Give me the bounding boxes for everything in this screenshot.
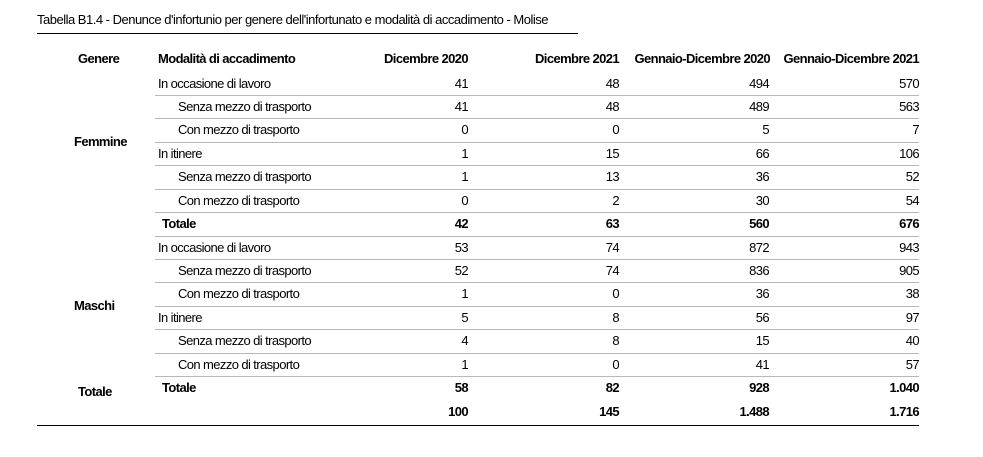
row-label: Senza mezzo di trasporto	[178, 333, 312, 348]
table-row	[0, 236, 983, 259]
row-value-col2: 0	[612, 286, 619, 301]
row-label: Con mezzo di trasporto	[178, 193, 300, 208]
header-dicembre-2020: Dicembre 2020	[384, 51, 468, 66]
table-row	[0, 329, 983, 352]
row-value-col1: 41	[454, 99, 468, 114]
row-label: In occasione di lavoro	[158, 240, 271, 255]
grand-total-value-col3: 1.488	[739, 404, 769, 419]
row-value-col3: 836	[749, 263, 769, 278]
row-value-col4: 1.040	[889, 380, 919, 395]
row-value-col2: 15	[605, 146, 619, 161]
header-modalita: Modalità di accadimento	[158, 51, 296, 66]
row-value-col4: 97	[905, 310, 919, 325]
total-row	[0, 376, 983, 399]
row-value-col4: 54	[905, 193, 919, 208]
row-value-col1: 53	[454, 240, 468, 255]
group-label-maschi: Maschi	[74, 298, 115, 313]
header-gen-dic-2021: Gennaio-Dicembre 2021	[783, 51, 919, 66]
row-value-col2: 74	[605, 263, 619, 278]
row-value-col3: 489	[749, 99, 769, 114]
row-value-col1: 52	[454, 263, 468, 278]
row-value-col2: 2	[612, 193, 619, 208]
grand-total-value-col4: 1.716	[889, 404, 919, 419]
total-row	[0, 212, 983, 235]
row-value-col2: 48	[605, 76, 619, 91]
row-value-col4: 943	[899, 240, 919, 255]
row-separator	[155, 236, 919, 237]
table-row	[0, 259, 983, 282]
row-separator	[155, 329, 919, 330]
row-separator	[155, 212, 919, 213]
row-value-col2: 0	[612, 122, 619, 137]
row-value-col2: 0	[612, 357, 619, 372]
row-value-col3: 928	[749, 380, 769, 395]
row-label: Totale	[162, 380, 196, 395]
table-row	[0, 306, 983, 329]
row-value-col3: 41	[755, 357, 769, 372]
row-value-col4: 40	[905, 333, 919, 348]
row-label: In occasione di lavoro	[158, 76, 271, 91]
table-row	[0, 118, 983, 141]
row-value-col3: 560	[749, 216, 769, 231]
row-value-col3: 872	[749, 240, 769, 255]
row-value-col2: 8	[612, 333, 619, 348]
table-row	[0, 142, 983, 165]
row-separator	[155, 95, 919, 96]
header-genere: Genere	[78, 51, 120, 66]
row-value-col3: 36	[755, 169, 769, 184]
row-value-col4: 676	[899, 216, 919, 231]
row-label: Senza mezzo di trasporto	[178, 99, 312, 114]
row-value-col2: 63	[605, 216, 619, 231]
row-value-col3: 5	[762, 122, 769, 137]
header-dicembre-2021: Dicembre 2021	[535, 51, 619, 66]
row-value-col2: 13	[605, 169, 619, 184]
row-label: Con mezzo di trasporto	[178, 357, 300, 372]
row-value-col4: 57	[905, 357, 919, 372]
row-value-col1: 1	[461, 169, 468, 184]
row-value-col4: 563	[899, 99, 919, 114]
grand-total-value-col2: 145	[599, 404, 619, 419]
row-value-col2: 82	[605, 380, 619, 395]
row-value-col1: 1	[461, 357, 468, 372]
row-label: In itinere	[158, 310, 202, 325]
row-label: In itinere	[158, 146, 202, 161]
row-value-col1: 4	[461, 333, 468, 348]
row-value-col1: 41	[454, 76, 468, 91]
row-value-col1: 0	[461, 122, 468, 137]
row-value-col3: 15	[755, 333, 769, 348]
row-separator	[155, 376, 919, 377]
row-separator	[155, 118, 919, 119]
table-row	[0, 72, 983, 95]
row-separator	[155, 259, 919, 260]
row-value-col4: 905	[899, 263, 919, 278]
row-label: Senza mezzo di trasporto	[178, 263, 312, 278]
table-row	[0, 189, 983, 212]
row-value-col1: 1	[461, 146, 468, 161]
row-value-col4: 106	[899, 146, 919, 161]
row-label: Totale	[162, 216, 196, 231]
row-value-col1: 1	[461, 286, 468, 301]
row-value-col3: 494	[749, 76, 769, 91]
row-value-col1: 0	[461, 193, 468, 208]
row-separator	[155, 165, 919, 166]
grand-total-value-col1: 100	[448, 404, 468, 419]
row-label: Con mezzo di trasporto	[178, 286, 300, 301]
table-title: Tabella B1.4 - Denunce d'infortunio per genere dell'infortunato e modalità di accadimento - Molise	[37, 12, 548, 27]
grand-total-label: Totale	[78, 384, 112, 399]
row-value-col4: 38	[905, 286, 919, 301]
row-value-col3: 56	[755, 310, 769, 325]
group-label-femmine: Femmine	[74, 134, 127, 149]
table-row	[0, 165, 983, 188]
row-value-col4: 52	[905, 169, 919, 184]
row-separator	[155, 142, 919, 143]
row-value-col4: 570	[899, 76, 919, 91]
row-value-col3: 36	[755, 286, 769, 301]
row-value-col2: 74	[605, 240, 619, 255]
row-value-col1: 5	[461, 310, 468, 325]
row-value-col1: 58	[454, 380, 468, 395]
table-row	[0, 282, 983, 305]
title-underline	[37, 33, 578, 34]
row-value-col4: 7	[912, 122, 919, 137]
header-gen-dic-2020: Gennaio-Dicembre 2020	[634, 51, 770, 66]
row-separator	[155, 189, 919, 190]
row-value-col2: 8	[612, 310, 619, 325]
table-row	[0, 353, 983, 376]
row-separator	[155, 353, 919, 354]
row-separator	[155, 282, 919, 283]
table-bottom-rule	[37, 425, 919, 426]
row-value-col3: 66	[755, 146, 769, 161]
row-label: Con mezzo di trasporto	[178, 122, 300, 137]
row-separator	[155, 306, 919, 307]
row-value-col3: 30	[755, 193, 769, 208]
table-row	[0, 95, 983, 118]
row-value-col2: 48	[605, 99, 619, 114]
grand-total-row	[0, 400, 983, 423]
row-value-col1: 42	[454, 216, 468, 231]
row-label: Senza mezzo di trasporto	[178, 169, 312, 184]
